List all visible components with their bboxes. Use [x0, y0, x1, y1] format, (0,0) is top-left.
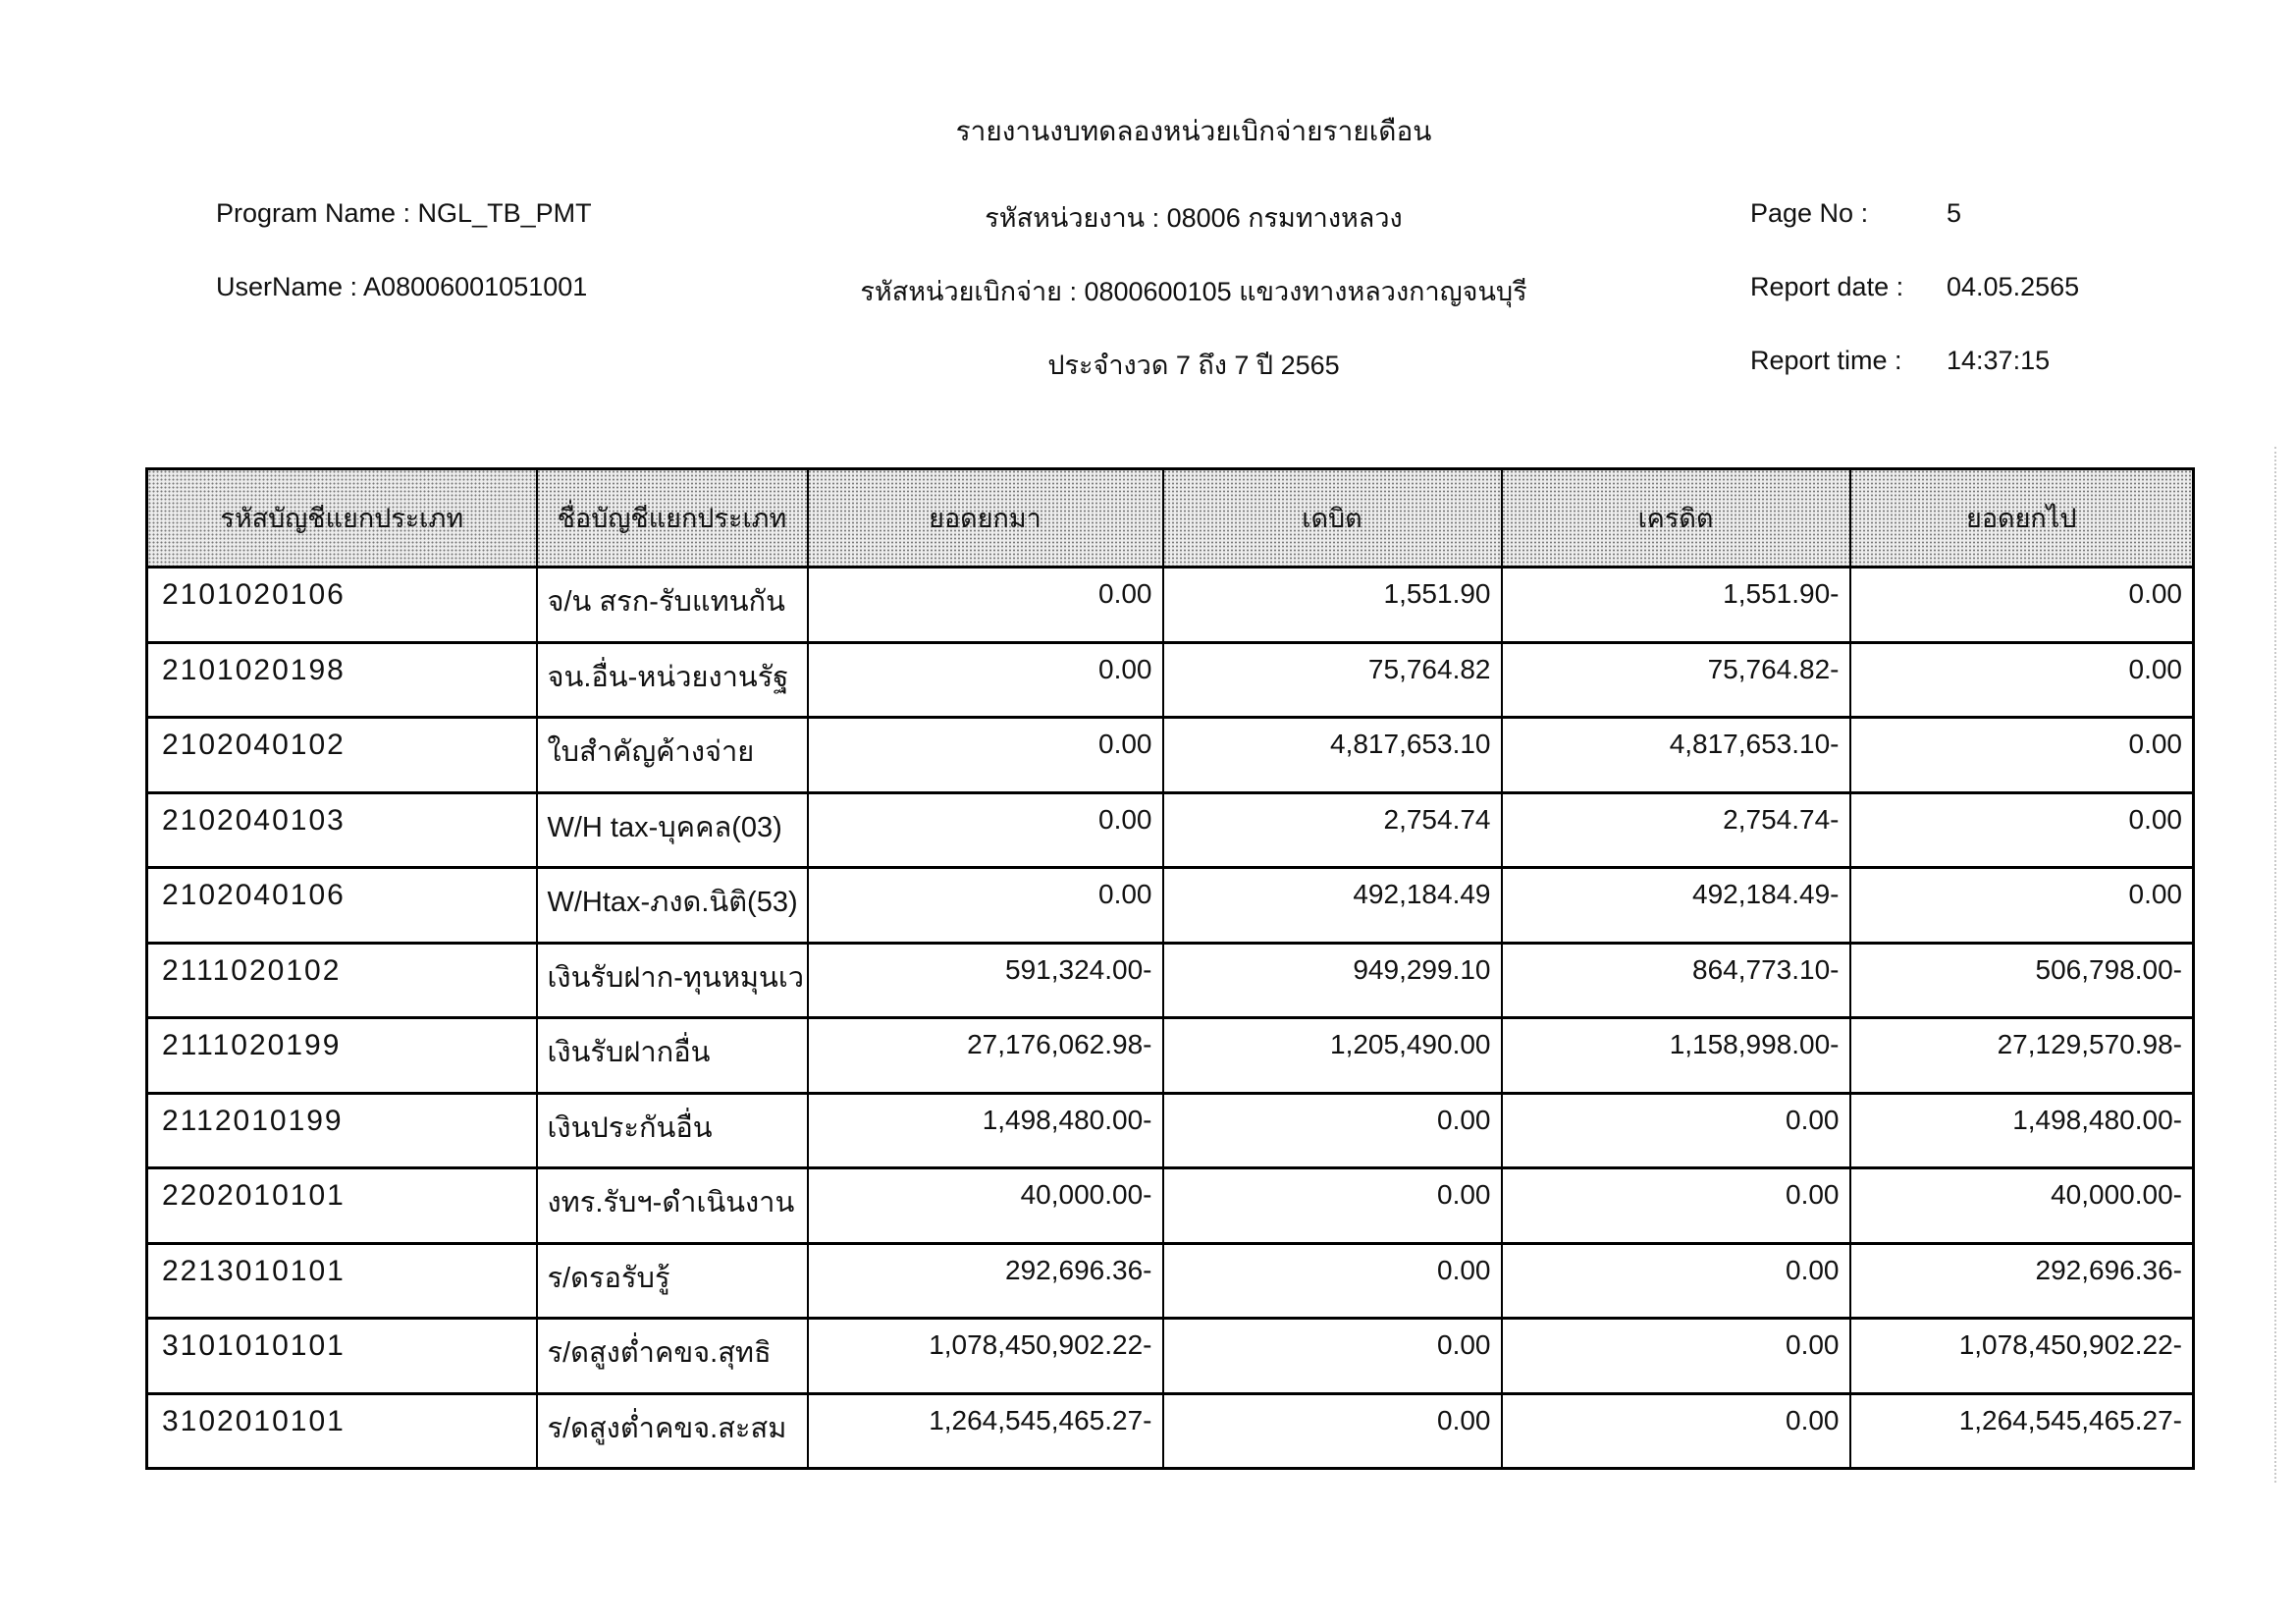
account-name: เงินรับฝากอื่น: [537, 1018, 808, 1094]
account-code: 2112010199: [147, 1093, 537, 1168]
credit-amount: 1,158,998.00-: [1502, 1018, 1850, 1094]
table-row: [147, 642, 2194, 718]
closing-balance: 27,129,570.98-: [1850, 1018, 2194, 1094]
scan-artifact-line: [2274, 447, 2276, 1483]
account-code: 3102010101: [147, 1393, 537, 1469]
closing-balance: 40,000.00-: [1850, 1168, 2194, 1244]
account-name: ร/ดสูงต่ำคขจ.สุทธิ: [537, 1319, 808, 1394]
account-name: W/Htax-ภงด.นิติ(53): [537, 868, 808, 944]
report-time-row: [1750, 346, 2221, 376]
opening-balance: 292,696.36-: [808, 1243, 1163, 1319]
page-no-value: 5: [1947, 198, 1962, 228]
page-no-row: [1750, 198, 2221, 229]
trial-balance-table: [145, 467, 2195, 1470]
debit-amount: 949,299.10: [1163, 943, 1502, 1018]
closing-balance: 1,078,450,902.22-: [1850, 1319, 2194, 1394]
debit-amount: 2,754.74: [1163, 792, 1502, 868]
account-name: ร/ดรอรับรู้: [537, 1243, 808, 1319]
account-name: ใบสำคัญค้างจ่าย: [537, 718, 808, 793]
opening-balance: 0.00: [808, 792, 1163, 868]
table-row: [147, 868, 2194, 944]
account-code: 2101020198: [147, 642, 537, 718]
column-header-account-code: รหัสบัญชีแยกประเภท: [147, 469, 537, 568]
opening-balance: 0.00: [808, 718, 1163, 793]
table-row: [147, 943, 2194, 1018]
debit-amount: 4,817,653.10: [1163, 718, 1502, 793]
account-code: 2213010101: [147, 1243, 537, 1319]
credit-amount: 864,773.10-: [1502, 943, 1850, 1018]
debit-amount: 0.00: [1163, 1243, 1502, 1319]
table-row: [147, 1168, 2194, 1244]
program-name: Program Name : NGL_TB_PMT: [216, 198, 592, 228]
account-code: 3101010101: [147, 1319, 537, 1394]
table-row: [147, 568, 2194, 643]
closing-balance: 292,696.36-: [1850, 1243, 2194, 1319]
debit-amount: 492,184.49: [1163, 868, 1502, 944]
credit-amount: 0.00: [1502, 1093, 1850, 1168]
report-date-row: [1750, 272, 2221, 302]
column-header-opening-balance: ยอดยกมา: [808, 469, 1163, 568]
column-header-closing-balance: ยอดยกไป: [1850, 469, 2194, 568]
opening-balance: 0.00: [808, 868, 1163, 944]
opening-balance: 27,176,062.98-: [808, 1018, 1163, 1094]
account-code: 2111020102: [147, 943, 537, 1018]
debit-amount: 1,205,490.00: [1163, 1018, 1502, 1094]
account-code: 2202010101: [147, 1168, 537, 1244]
user-name: UserName : A08006001051001: [216, 272, 588, 301]
table-row: [147, 1393, 2194, 1469]
account-code: 2102040106: [147, 868, 537, 944]
table-row: [147, 792, 2194, 868]
credit-amount: 0.00: [1502, 1393, 1850, 1469]
credit-amount: 1,551.90-: [1502, 568, 1850, 643]
column-header-credit: เครดิต: [1502, 469, 1850, 568]
closing-balance: 1,498,480.00-: [1850, 1093, 2194, 1168]
opening-balance: 591,324.00-: [808, 943, 1163, 1018]
closing-balance: 0.00: [1850, 792, 2194, 868]
closing-balance: 0.00: [1850, 718, 2194, 793]
account-code: 2111020199: [147, 1018, 537, 1094]
report-time-label: Report time :: [1750, 346, 1902, 375]
credit-amount: 492,184.49-: [1502, 868, 1850, 944]
table-row: [147, 1093, 2194, 1168]
account-name: W/H tax-บุคคล(03): [537, 792, 808, 868]
credit-amount: 0.00: [1502, 1319, 1850, 1394]
account-code: 2101020106: [147, 568, 537, 643]
trial-balance-table-container: [145, 467, 2195, 1470]
table-row: [147, 1319, 2194, 1394]
closing-balance: 0.00: [1850, 568, 2194, 643]
closing-balance: 506,798.00-: [1850, 943, 2194, 1018]
report-period: ประจำงวด 7 ถึง 7 ปี 2565: [1047, 351, 1340, 380]
account-code: 2102040102: [147, 718, 537, 793]
closing-balance: 1,264,545,465.27-: [1850, 1393, 2194, 1469]
opening-balance: 1,264,545,465.27-: [808, 1393, 1163, 1469]
report-date-label: Report date :: [1750, 272, 1904, 301]
report-date-value: 04.05.2565: [1947, 272, 2080, 301]
account-name: งทร.รับฯ-ดำเนินงาน: [537, 1168, 808, 1244]
account-name: จ/น สรก-รับแทนกัน: [537, 568, 808, 643]
table-row: [147, 718, 2194, 793]
opening-balance: 1,498,480.00-: [808, 1093, 1163, 1168]
debit-amount: 0.00: [1163, 1168, 1502, 1244]
debit-amount: 1,551.90: [1163, 568, 1502, 643]
opening-balance: 40,000.00-: [808, 1168, 1163, 1244]
account-name: เงินประกันอื่น: [537, 1093, 808, 1168]
closing-balance: 0.00: [1850, 642, 2194, 718]
opening-balance: 0.00: [808, 568, 1163, 643]
agency-code: รหัสหน่วยงาน : 08006 กรมทางหลวง: [985, 203, 1403, 233]
report-time-value: 14:37:15: [1947, 346, 2051, 375]
account-name: จน.อื่น-หน่วยงานรัฐ: [537, 642, 808, 718]
closing-balance: 0.00: [1850, 868, 2194, 944]
page-no-label: Page No :: [1750, 198, 1869, 228]
credit-amount: 0.00: [1502, 1168, 1850, 1244]
report-title: รายงานงบทดลองหน่วยเบิกจ่ายรายเดือน: [955, 116, 1432, 146]
credit-amount: 2,754.74-: [1502, 792, 1850, 868]
credit-amount: 75,764.82-: [1502, 642, 1850, 718]
debit-amount: 75,764.82: [1163, 642, 1502, 718]
credit-amount: 0.00: [1502, 1243, 1850, 1319]
debit-amount: 0.00: [1163, 1393, 1502, 1469]
disbursement-unit-code: รหัสหน่วยเบิกจ่าย : 0800600105 แขวงทางหลวงกาญจนบุรี: [860, 277, 1527, 306]
opening-balance: 0.00: [808, 642, 1163, 718]
account-code: 2102040103: [147, 792, 537, 868]
debit-amount: 0.00: [1163, 1319, 1502, 1394]
credit-amount: 4,817,653.10-: [1502, 718, 1850, 793]
column-header-debit: เดบิต: [1163, 469, 1502, 568]
table-header-row: [147, 469, 2194, 568]
opening-balance: 1,078,450,902.22-: [808, 1319, 1163, 1394]
account-name: ร/ดสูงต่ำคขจ.สะสม: [537, 1393, 808, 1469]
table-row: [147, 1243, 2194, 1319]
account-name: เงินรับฝาก-ทุนหมุนเว: [537, 943, 808, 1018]
table-row: [147, 1018, 2194, 1094]
column-header-account-name: ชื่อบัญชีแยกประเภท: [537, 469, 808, 568]
debit-amount: 0.00: [1163, 1093, 1502, 1168]
